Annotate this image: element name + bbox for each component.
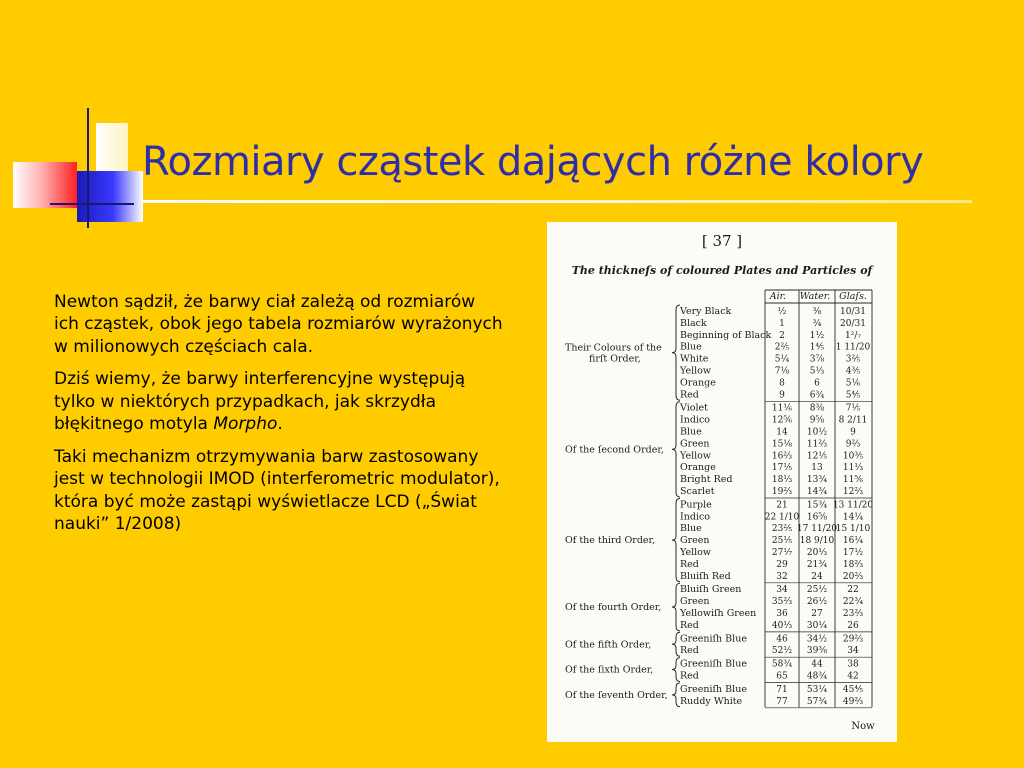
value-water: ¾ xyxy=(812,318,822,329)
paragraph-interference-end: . xyxy=(277,414,283,435)
color-name: Bluiſh Red xyxy=(680,570,731,582)
color-name: Greeniſh Blue xyxy=(680,658,747,670)
value-glass: 49⅔ xyxy=(842,696,864,707)
color-name: White xyxy=(680,353,709,365)
order-label: Of the ſixth Order, xyxy=(565,664,654,676)
value-water: 57¾ xyxy=(806,696,828,707)
value-water: 1⅘ xyxy=(809,342,825,353)
color-name: Bluiſh Green xyxy=(680,584,742,596)
color-name: Red xyxy=(680,558,699,570)
value-glass: 42 xyxy=(847,671,859,682)
value-air: 14 xyxy=(776,427,788,438)
value-glass: 45⅘ xyxy=(842,684,864,695)
value-water: 13 xyxy=(811,463,823,474)
color-name: Yellow xyxy=(680,365,711,377)
value-air: 52½ xyxy=(771,646,793,657)
value-glass: 14¼ xyxy=(842,512,864,523)
value-water: 15¾ xyxy=(806,500,828,511)
value-glass: 20/31 xyxy=(840,318,866,329)
value-water: ⅜ xyxy=(812,307,822,317)
value-glass: 9 xyxy=(850,427,856,438)
value-water: 25½ xyxy=(806,585,828,596)
color-name: Blue xyxy=(680,426,702,438)
color-name: Greeniſh Blue xyxy=(680,683,747,695)
order-label: Of the third Order, xyxy=(565,535,656,547)
value-glass: 29⅔ xyxy=(842,634,864,645)
value-air: 40⅓ xyxy=(771,620,793,631)
value-water: 24 xyxy=(811,571,823,582)
paragraph-interference-text: Dziś wiemy, że barwy interferencyjne występują tylko w niektórych przypadkach, jak skrzydła błękitnego motyla xyxy=(54,369,466,435)
value-air: 77 xyxy=(776,696,788,707)
color-name: Yellow xyxy=(680,547,711,558)
value-air: 32 xyxy=(776,571,788,582)
value-air: 29 xyxy=(776,559,788,570)
value-water: 16⅝ xyxy=(806,512,828,523)
value-glass: 5⅘ xyxy=(845,390,861,401)
color-name: Black xyxy=(680,317,707,329)
value-water: 13¾ xyxy=(806,475,828,486)
color-name: Green xyxy=(680,596,710,608)
value-air: 65 xyxy=(776,671,788,682)
newton-table-image xyxy=(547,222,897,742)
value-water: 6 xyxy=(814,378,820,389)
value-water: 53¼ xyxy=(806,684,828,695)
value-water: 20⅓ xyxy=(806,548,828,558)
color-name: Orange xyxy=(680,377,716,389)
value-water: 14¾ xyxy=(806,487,828,497)
table-heading: The thickneſs of coloured Plates and Particles of xyxy=(571,264,873,277)
color-name: Violet xyxy=(680,402,708,414)
color-name: Very Black xyxy=(680,306,732,317)
color-name: Red xyxy=(680,389,699,401)
color-name: Beginning of Black xyxy=(680,329,772,341)
value-air: 5¼ xyxy=(774,354,790,365)
value-glass: 26 xyxy=(847,620,859,631)
value-water: 5⅓ xyxy=(809,366,825,377)
color-name: Greeniſh Blue xyxy=(680,633,747,645)
value-glass: 8 2/11 xyxy=(838,415,868,426)
value-air: 71 xyxy=(776,684,788,695)
value-glass: 1²/₇ xyxy=(845,330,861,341)
color-name: Blue xyxy=(680,341,702,353)
catchword-now: Now xyxy=(851,721,875,732)
value-water: 39⅜ xyxy=(806,646,828,657)
value-glass: 22¾ xyxy=(842,597,864,608)
order-label: Of the fourth Order, xyxy=(565,602,662,614)
value-air: 1 xyxy=(779,318,785,329)
column-header-glass: Glaſs. xyxy=(839,291,867,302)
paragraph-interference xyxy=(54,368,504,435)
value-water: 12⅕ xyxy=(806,451,828,462)
value-air: 23⅖ xyxy=(771,524,793,535)
color-name: Green xyxy=(680,438,710,450)
value-glass: 15 1/10 xyxy=(835,524,871,535)
value-water: 26½ xyxy=(806,597,828,608)
value-water: 34½ xyxy=(806,634,828,645)
value-glass: 12⅔ xyxy=(842,487,864,497)
value-air: 17⅕ xyxy=(771,463,793,474)
color-name: Ruddy White xyxy=(680,695,743,707)
value-glass: 34 xyxy=(847,646,859,657)
value-air: 19⅔ xyxy=(771,487,793,497)
order-brace xyxy=(672,402,680,497)
value-water: 3⅞ xyxy=(809,354,825,365)
value-air: 9 xyxy=(779,390,785,401)
order-brace xyxy=(672,583,680,631)
value-glass: 11⅚ xyxy=(842,475,864,486)
value-water: 30¼ xyxy=(806,620,828,631)
color-name: Green xyxy=(680,535,710,547)
value-air: 12⅚ xyxy=(771,415,793,426)
order-brace xyxy=(672,305,680,400)
value-water: 44 xyxy=(811,659,823,670)
column-header-water: Water. xyxy=(799,291,831,302)
morpho-term: Morpho xyxy=(213,414,278,435)
color-name: Red xyxy=(680,645,699,657)
value-air: 7⅛ xyxy=(774,366,790,377)
color-name: Scarlet xyxy=(680,486,715,497)
color-name: Bright Red xyxy=(680,474,733,486)
color-name: Yellowiſh Green xyxy=(680,608,757,619)
page-number: [ 37 ] xyxy=(701,232,743,250)
decorative-vertical-line xyxy=(87,108,89,228)
order-brace xyxy=(672,498,680,581)
newton-table xyxy=(547,222,897,742)
value-glass: 16¼ xyxy=(842,536,864,547)
value-air: 15⅛ xyxy=(771,439,793,450)
paragraph-imod: Taki mechanizm otrzymywania barw zastosowany jest w technologii IMOD (interferometric modulator), która być może zastąpi wyświetlacze LCD („Świat nauki” 1/2008) xyxy=(54,446,500,534)
value-water: 1½ xyxy=(809,330,825,341)
value-glass: 22 xyxy=(847,585,859,596)
value-air: 35⅔ xyxy=(771,597,793,608)
value-water: 18 9/10 xyxy=(799,536,835,547)
value-glass: 23⅔ xyxy=(842,609,864,619)
color-name: Indico xyxy=(680,511,711,523)
color-name: Blue xyxy=(680,523,702,535)
value-air: 36 xyxy=(776,609,788,619)
order-brace xyxy=(672,632,680,656)
value-glass: 10⅗ xyxy=(842,451,864,462)
order-label: Of the ſeventh Order, xyxy=(565,689,668,701)
slide-title: Rozmiary cząstek dających różne kolory xyxy=(142,139,924,185)
value-glass: 13 11/20 xyxy=(832,500,874,511)
value-air: 34 xyxy=(776,585,788,596)
value-water: 17 11/20 xyxy=(796,524,838,535)
value-water: 21¾ xyxy=(806,559,828,570)
decorative-red-square xyxy=(13,162,77,208)
value-air: 8 xyxy=(779,378,785,389)
color-name: Yellow xyxy=(680,450,711,462)
value-glass: 4⅗ xyxy=(845,366,861,377)
value-glass: 9⅔ xyxy=(845,439,861,450)
value-air: 46 xyxy=(776,634,788,645)
value-air: 27⅐ xyxy=(771,548,793,558)
decorative-horizontal-line xyxy=(50,203,134,205)
value-glass: 7⅕ xyxy=(845,403,861,414)
value-glass: 1 11/20 xyxy=(835,342,871,353)
value-glass: 11⅓ xyxy=(842,463,864,474)
value-air: 18⅓ xyxy=(771,475,793,486)
order-label: Of the fifth Order, xyxy=(565,639,652,651)
value-glass: 5⅙ xyxy=(845,378,861,389)
value-glass: 3⅖ xyxy=(845,354,861,365)
value-air: 21 xyxy=(776,500,788,511)
value-glass: 38 xyxy=(847,659,859,670)
value-air: 2 xyxy=(779,330,785,341)
value-glass: 17½ xyxy=(842,548,864,558)
value-water: 6¾ xyxy=(809,390,825,401)
value-water: 10½ xyxy=(806,427,828,438)
value-air: 22 1/10 xyxy=(764,512,800,523)
value-air: 58¾ xyxy=(771,659,793,670)
paragraph-newton: Newton sądził, że barwy ciał zależą od rozmiarów ich cząstek, obok jego tabela rozmiarów wyrażonych w milionowych częściach cala. xyxy=(54,292,503,357)
value-glass: 10/31 xyxy=(840,307,866,317)
order-label: Their Colours of the firſt Order, xyxy=(565,342,662,365)
color-name: Red xyxy=(680,670,699,682)
value-water: 11⅔ xyxy=(806,439,828,450)
value-air: ½ xyxy=(777,307,787,317)
slide-body xyxy=(54,291,504,545)
color-name: Indico xyxy=(680,414,711,426)
value-water: 48¾ xyxy=(806,671,828,682)
color-name: Orange xyxy=(680,462,716,474)
color-name: Red xyxy=(680,619,699,631)
order-brace xyxy=(672,658,680,682)
value-glass: 20⅔ xyxy=(842,571,864,582)
column-header-air: Air. xyxy=(769,291,787,302)
value-water: 27 xyxy=(811,609,823,619)
order-label: Of the ſecond Order, xyxy=(565,444,664,456)
color-name: Purple xyxy=(680,499,712,511)
value-glass: 18⅔ xyxy=(842,559,864,570)
value-air: 2⅖ xyxy=(774,342,790,353)
value-air: 11⅙ xyxy=(771,403,793,414)
value-air: 25⅕ xyxy=(771,536,793,547)
order-brace xyxy=(672,683,680,707)
value-air: 16⅔ xyxy=(771,451,793,462)
value-water: 9⅝ xyxy=(809,415,825,426)
title-underline xyxy=(142,200,972,203)
value-water: 8⅜ xyxy=(809,403,825,414)
